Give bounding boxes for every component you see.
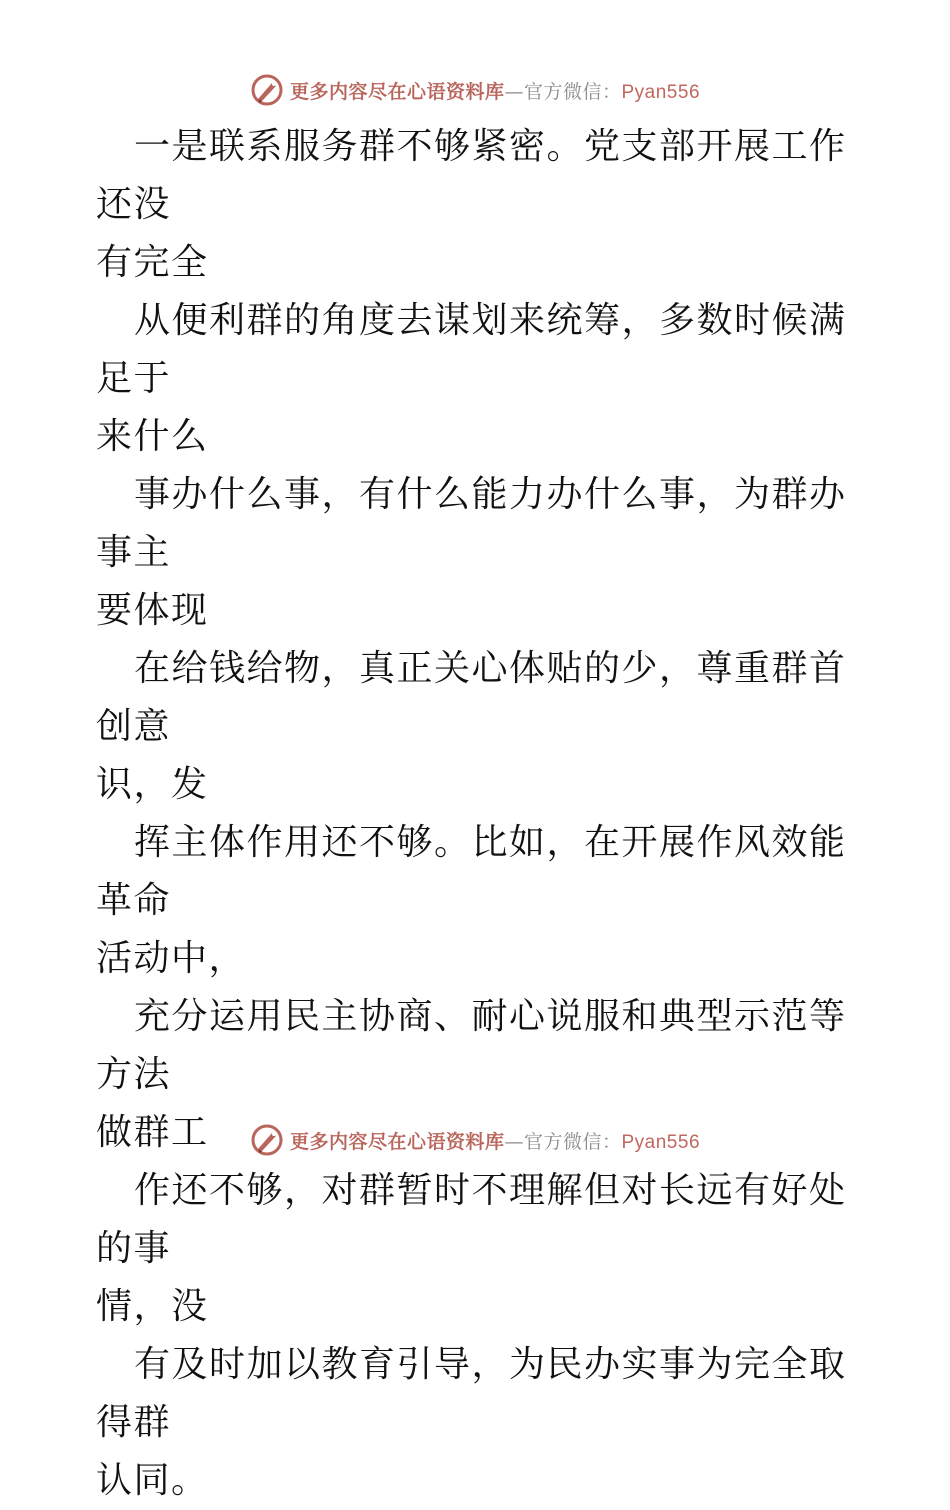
footer-separator: — (504, 1130, 524, 1153)
pen-logo-icon (250, 1123, 284, 1157)
paragraph-line (96, 466, 856, 640)
line-continuation: 要体现 (96, 590, 209, 631)
line-first: 有及时加以教育引导，为民办实事为完全取得群 (96, 1344, 847, 1443)
paragraph-line (96, 1336, 856, 1510)
line-continuation: 活动中， (96, 938, 247, 979)
paragraph-line (96, 1162, 856, 1336)
paragraph-line (96, 292, 856, 466)
line-first: 从便利群的角度去谋划来统筹，多数时候满足于 (96, 300, 847, 399)
header-wechat-label: 官方微信： (523, 80, 622, 103)
document-body (96, 118, 856, 1510)
footer-wechat-label: 官方微信： (523, 1130, 622, 1153)
header-separator: — (504, 80, 524, 103)
paragraph-line (96, 814, 856, 988)
header-text (290, 77, 700, 104)
pen-logo-icon (250, 73, 284, 107)
header-wechat-id: Pyan556 (621, 81, 701, 103)
line-first: 充分运用民主协商、耐心说服和典型示范等方法 (96, 996, 847, 1095)
footer-banner (0, 1120, 950, 1160)
line-first: 在给钱给物，真正关心体贴的少，尊重群首创意 (96, 648, 847, 747)
footer-site-name: 更多内容尽在心语资料库 (289, 1130, 505, 1153)
line-first: 挥主体作用还不够。比如，在开展作风效能革命 (96, 822, 847, 921)
line-continuation: 识，发 (96, 764, 209, 805)
line-first: 一是联系服务群不够紧密。党支部开展工作还没 (96, 126, 847, 225)
line-continuation: 情，没 (96, 1286, 209, 1327)
footer-wechat-id: Pyan556 (621, 1131, 701, 1153)
footer-text (290, 1127, 700, 1154)
paragraph-line (96, 640, 856, 814)
line-continuation: 认同。 (96, 1460, 209, 1501)
line-continuation: 有完全 (96, 242, 209, 283)
line-first: 作还不够，对群暂时不理解但对长远有好处的事 (96, 1170, 847, 1269)
paragraph-line (96, 118, 856, 292)
line-first: 事办什么事，有什么能力办什么事，为群办事主 (96, 474, 847, 573)
line-continuation: 来什么 (96, 416, 209, 457)
header-banner (0, 70, 950, 110)
header-site-name: 更多内容尽在心语资料库 (289, 80, 505, 103)
line-continuation: 做群工 (96, 1112, 209, 1153)
